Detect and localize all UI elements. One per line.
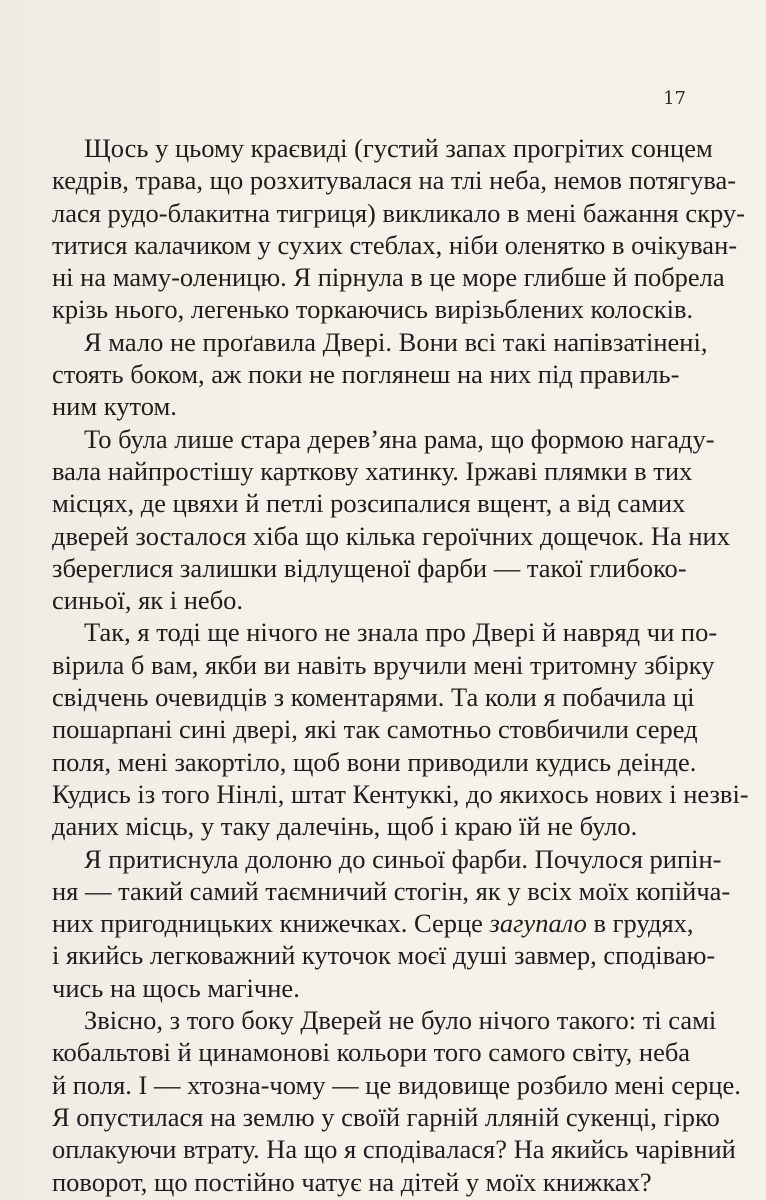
text-line: місцях, де цвяхи й петлі розсипалися вщент, а від самих bbox=[52, 488, 686, 519]
text-after-emphasis: в грудях, bbox=[586, 908, 694, 939]
text-line: вала найпростішу карткову хатинку. Іржаві плямки в тих bbox=[52, 455, 693, 486]
paragraph-2 bbox=[52, 326, 708, 423]
text-line: крізь нього, легенько торкаючись вирізьблених колосків. bbox=[52, 294, 694, 325]
text-line: поля, мені закортіло, щоб вони приводили кудись деінде. bbox=[52, 746, 697, 777]
text-line: кедрів, трава, що розхитувалася на тлі неба, немов потягува- bbox=[52, 165, 737, 196]
text-line: ня — такий самий таємничий стогін, як у всіх моїх копійча- bbox=[52, 875, 731, 906]
text-line: синьої, як і небо. bbox=[52, 585, 244, 616]
paragraph-5 bbox=[52, 843, 731, 1004]
text-line: Так, я тоді ще нічого не знала про Двері й навряд чи по- bbox=[84, 617, 718, 648]
text-line: кобальтові й цинамонові кольори того самого світу, неба bbox=[52, 1037, 691, 1068]
text-line: поворот, що постійно чатує на дітей у моїх книжках? bbox=[52, 1166, 652, 1197]
paragraph-6 bbox=[52, 1004, 741, 1198]
page-text bbox=[52, 132, 749, 1198]
text-line: ні на маму-оленицю. Я пірнула в це море глибше й побрела bbox=[52, 262, 725, 293]
text-line: титися калачиком у сухих стеблах, ніби оленятко в очікуван- bbox=[52, 229, 738, 260]
text-line: То була лише стара дерев’яна рама, що формою нагаду- bbox=[84, 423, 715, 454]
text-line: даних місць, у таку далечінь, щоб і краю їй не було. bbox=[52, 811, 638, 842]
paragraph-4 bbox=[52, 616, 749, 842]
text-line-with-emphasis bbox=[52, 907, 694, 939]
text-line: дверей зосталося хіба що кілька героїчних дощечок. На них bbox=[52, 520, 730, 551]
emphasized-word: загупало bbox=[489, 908, 587, 939]
text-before-emphasis: них пригодницьких книжечках. Серце bbox=[52, 908, 490, 939]
text-line: свідчень очевидців з коментарями. Та коли я побачила ці bbox=[52, 682, 695, 713]
text-line: збереглися залишки відлущеної фарби — такої глибоко- bbox=[52, 552, 687, 583]
page-number: 17 bbox=[663, 88, 686, 109]
text-line: чись на щось магічне. bbox=[52, 972, 300, 1003]
text-line: й поля. І — хтозна-чому — це видовище розбило мені серце. bbox=[52, 1069, 741, 1100]
text-line: Щось у цьому краєвиді (густий запах прогрітих сонцем bbox=[84, 133, 713, 163]
text-line: стоять боком, аж поки не поглянеш на них під правиль- bbox=[52, 359, 680, 390]
text-line: Я опустилася на землю у своїй гарній лляній сукенці, гірко bbox=[52, 1101, 720, 1132]
text-line: і якийсь легковажний куточок моєї душі завмер, сподіваю- bbox=[52, 940, 716, 971]
text-line: лася рудо-блакитна тигриця) викликало в мені бажання скру- bbox=[52, 197, 745, 228]
text-line: Звісно, з того боку Дверей не було нічого такого: ті самі bbox=[84, 1005, 717, 1036]
text-line: вірила б вам, якби ви навіть вручили мені тритомну збірку bbox=[52, 649, 715, 680]
text-line: Я мало не проґавила Двері. Вони всі такі напівзатінені, bbox=[84, 326, 708, 357]
paragraph-3 bbox=[52, 423, 730, 617]
paragraph-1 bbox=[52, 132, 745, 326]
text-line: пошарпані сині двері, які так самотньо стовбичили серед bbox=[52, 714, 698, 745]
text-line: Кудись із того Нінлі, штат Кентуккі, до якихось нових і незві- bbox=[52, 778, 749, 809]
text-line: ним кутом. bbox=[52, 391, 177, 422]
text-line: Я притиснула долоню до синьої фарби. Почулося рипін- bbox=[84, 843, 722, 874]
text-line: оплакуючи втрату. На що я сподівалася? На якийсь чарівний bbox=[52, 1134, 736, 1165]
